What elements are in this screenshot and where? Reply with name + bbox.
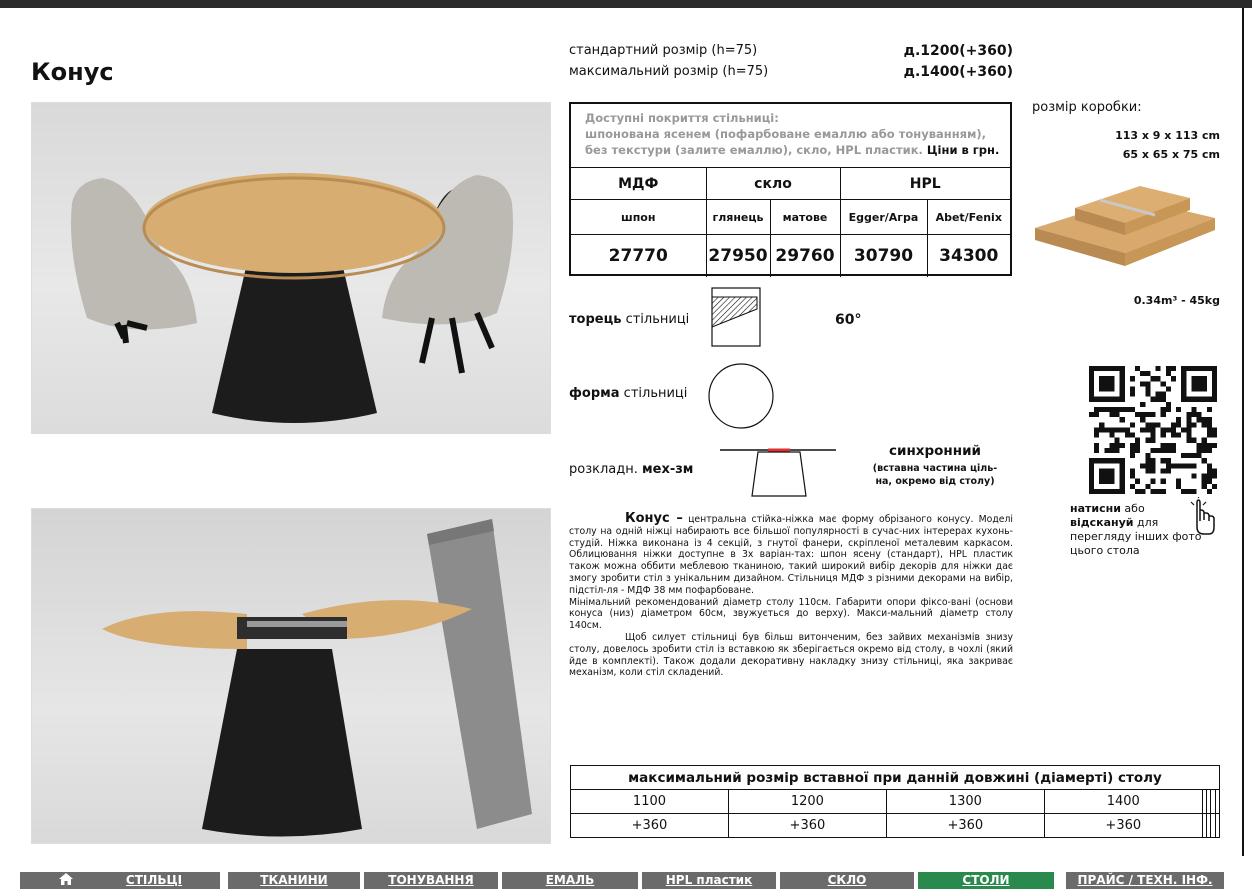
insert-size-table — [570, 765, 1220, 838]
qr-text: або — [1120, 502, 1145, 515]
price-cell: 27770 — [571, 235, 706, 277]
qr-bold: відскануй — [1070, 516, 1134, 529]
size-value: д.1200(+360) — [903, 42, 1013, 59]
box-size-label: розмір коробки: — [1032, 100, 1142, 115]
coating-line — [585, 142, 1005, 158]
variant-cell: шпон — [571, 200, 706, 235]
insert-cell: +360 — [1044, 814, 1202, 838]
page-border-line — [1242, 8, 1244, 856]
product-description — [569, 513, 1013, 679]
shape-label — [569, 386, 687, 401]
nav-tables[interactable]: СТОЛИ — [918, 872, 1054, 889]
description-paragraph: Щоб силует стільниці був більш витонченим, без зайвих механізмів знизу столу, довелось зробити стіл із вставкою як зберігається окремо від столу, в чохлі (який йде в комплекті). Також додали декоративну накладку знизу стільниці, яка закриває механізм, коли стіл складений. — [569, 631, 1013, 679]
coating-line: шпонована ясенем (пофарбоване емаллю або тонуванням), — [585, 127, 987, 141]
nav-toning[interactable]: ТОНУВАННЯ — [364, 872, 498, 889]
nav-price-tech-info[interactable]: ПРАЙС / ТЕХН. ІНФ. — [1066, 872, 1224, 889]
mechanism-label-text: розкладн. — [569, 462, 642, 477]
qr-text: для — [1133, 516, 1159, 529]
description-paragraph — [569, 513, 1013, 597]
nav-chairs[interactable]: СТІЛЬЦІ — [88, 872, 220, 889]
shape-label-bold: форма — [569, 386, 620, 401]
size-row-standard — [569, 40, 1013, 61]
description-text: центральна стійка-ніжка має форму обрізаного конусу. Моделі столу на одній ніжці набирають все більшої популярності в сучас-них інтерерах кухонь-студій. Ніжка виконана із 4 секцій, з гнутої фанери, скріпленої металевим каркасом. Облицювання ніжки доступне в 3х варіан-тах: шпон ясену (стандарт), HPL пластик також можна оббити меблевою тканиною, такий широкий вибір декорів для ніжки дає змогу зробити стіл з унікальним дизайном. Стільниця МДФ з різними декорами на вибір, підстіл-ля - МДФ 38 мм пофарбоване. — [569, 514, 1014, 596]
group-cell: HPL — [840, 168, 1010, 200]
group-cell: МДФ — [571, 168, 706, 200]
mechanism-note-line: на, окремо від столу) — [875, 476, 995, 487]
variant-cell: матове — [770, 200, 840, 235]
diameter-cell: 1100 — [571, 790, 729, 814]
price-table-variants — [571, 200, 1010, 235]
insert-cell: +360 — [886, 814, 1044, 838]
nav-enamel[interactable]: ЕМАЛЬ — [502, 872, 638, 889]
mechanism-type: синхронний — [888, 443, 981, 459]
circle-shape-icon — [707, 362, 775, 434]
extension-table-icon — [718, 444, 838, 504]
price-table-groups — [571, 168, 1010, 200]
edge-angle: 60° — [835, 312, 862, 328]
group-cell: скло — [706, 168, 840, 200]
edge-label-bold: торець — [569, 312, 622, 327]
diameter-cell — [1215, 790, 1219, 814]
qr-line — [1070, 502, 1235, 516]
price-currency-note: Ціни в грн. — [926, 143, 1000, 157]
cardboard-boxes-icon — [1030, 178, 1220, 274]
box-dimensions — [1060, 126, 1220, 164]
price-cell: 27950 — [706, 235, 770, 277]
description-lead-word: Конус – — [625, 511, 683, 526]
size-label: стандартний розмір (h=75) — [569, 43, 758, 58]
shape-label-text: стільниці — [619, 386, 688, 401]
size-list — [569, 40, 1013, 82]
product-photo-chairs — [31, 102, 551, 434]
insert-cell: +360 — [728, 814, 886, 838]
qr-bold: натисни — [1070, 502, 1121, 515]
mechanism-note-line: (вставна частина ціль- — [872, 463, 998, 474]
edge-label-text: стільниці — [621, 312, 690, 327]
price-table-prices — [571, 235, 1010, 277]
insert-table-diameter-row — [571, 790, 1220, 814]
insert-cell: +360 — [571, 814, 729, 838]
description-paragraph: Мінімальний рекомендований діаметр столу 110см. Габарити опори фіксо-вані (основи конуса (низ) діаметром 60см, звужується до верху). Макси-мальний діаметр столу 140см. — [569, 596, 1013, 632]
nav-fabrics[interactable]: ТКАНИНИ — [228, 872, 360, 889]
mechanism-label — [569, 462, 693, 477]
hatched-edge-icon — [711, 287, 761, 351]
edge-label — [569, 312, 689, 327]
insert-table-insert-row — [571, 814, 1220, 838]
diameter-cell: 1400 — [1044, 790, 1202, 814]
mechanism-note — [860, 462, 1010, 488]
diameter-cell: 1300 — [886, 790, 1044, 814]
diameter-cell: 1200 — [728, 790, 886, 814]
price-cell: 30790 — [840, 235, 927, 277]
bottom-nav — [0, 856, 1252, 889]
size-row-max — [569, 61, 1013, 82]
box-volume-weight: 0.34m³ - 45kg — [1133, 294, 1220, 307]
coating-line: Доступні покриття стільниці: — [585, 111, 779, 125]
size-label: максимальний розмір (h=75) — [569, 64, 769, 79]
page-title: Конус — [31, 58, 114, 86]
size-value: д.1400(+360) — [903, 63, 1013, 80]
variant-cell: глянець — [706, 200, 770, 235]
product-photo-extension — [31, 508, 551, 844]
insert-table-header-row — [571, 766, 1220, 790]
nav-glass[interactable]: СКЛО — [780, 872, 914, 889]
box-dimension: 113 х 9 х 113 cm — [1115, 129, 1220, 142]
qr-line — [1070, 516, 1235, 530]
box-dimension: 65 х 65 х 75 cm — [1122, 148, 1220, 161]
qr-instruction — [1070, 502, 1235, 558]
price-table — [571, 167, 1010, 277]
qr-line: перегляду інших фото — [1070, 530, 1202, 543]
price-cell: 34300 — [927, 235, 1010, 277]
variant-cell: Egger/Агра — [840, 200, 927, 235]
qr-line: цього стола — [1070, 544, 1140, 557]
insert-cell — [1215, 814, 1219, 838]
coating-line-text: без текстури (залите емаллю), скло, HPL пластик. — [585, 143, 923, 157]
coating-description — [571, 104, 1010, 167]
nav-hpl[interactable]: HPL пластик — [642, 872, 776, 889]
home-icon — [59, 873, 73, 887]
top-strip — [0, 0, 1252, 8]
variant-cell: Abet/Fenix — [927, 200, 1010, 235]
mechanism-label-bold: мех-зм — [642, 462, 694, 477]
qr-code[interactable] — [1089, 366, 1217, 498]
insert-table-header: максимальний розмір вставної при данній довжині (діамерті) столу — [571, 766, 1220, 790]
coating-price-box — [569, 102, 1012, 276]
price-cell: 29760 — [770, 235, 840, 277]
